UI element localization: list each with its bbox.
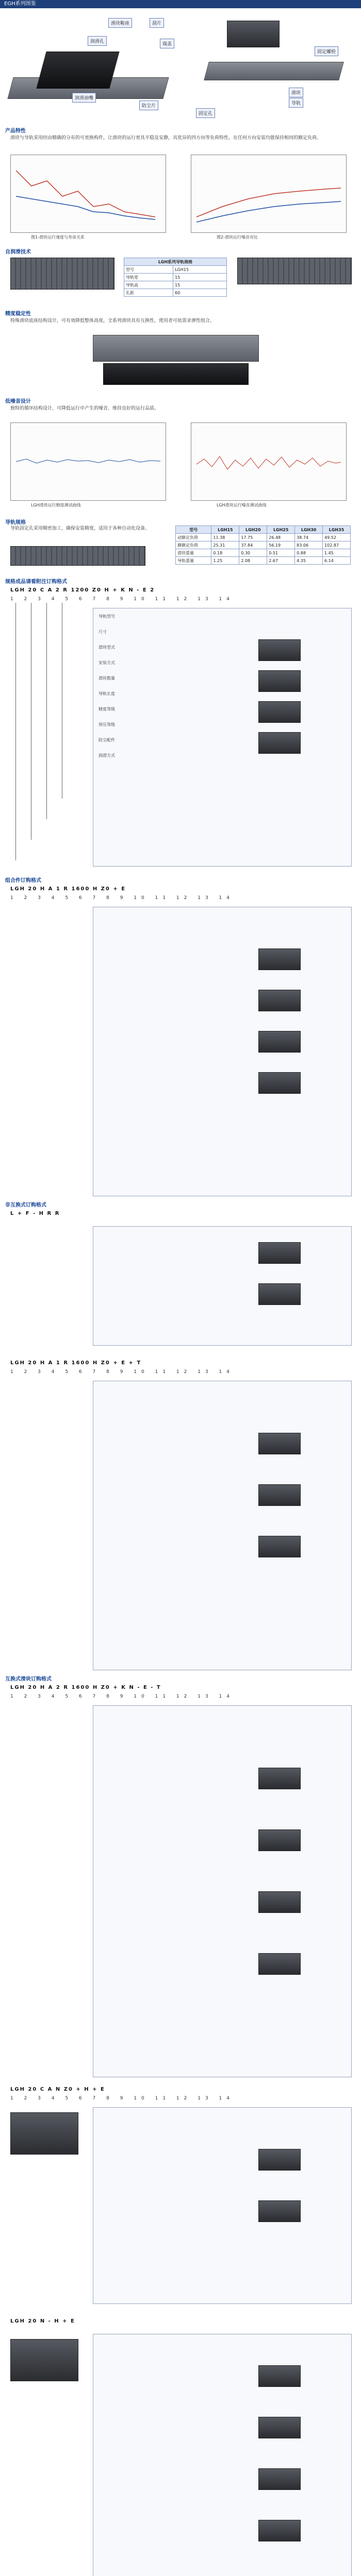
- spec-cell: 6.14: [323, 557, 351, 565]
- spec-cell: 静额定负荷: [176, 541, 211, 549]
- block-photo: [10, 2112, 78, 2155]
- end-cap-image: [227, 21, 280, 47]
- option-image: [258, 1484, 301, 1506]
- option-image: [258, 948, 301, 970]
- chart-2-caption: 图2-滑块运行噪音对比: [217, 235, 258, 240]
- lub-cell: 15: [173, 281, 227, 289]
- section-features: 产品特性: [5, 128, 26, 134]
- chart-2: [191, 155, 347, 233]
- option-image: [258, 990, 301, 1011]
- spec-cell: 49.52: [323, 534, 351, 541]
- spec-cell: 0.51: [267, 549, 295, 557]
- option-image: [258, 1829, 301, 1851]
- option-row: 安装方式: [99, 660, 115, 665]
- options-box-4: [93, 1381, 352, 1670]
- chart-2-svg: [191, 155, 346, 232]
- order-code-5: LGH 20 H A 2 R 1600 H Z0 + K N - E - T: [10, 1685, 161, 1690]
- spec-cell: 38.74: [295, 534, 323, 541]
- option-image: [258, 1891, 301, 1913]
- spec-cell: 导轨重量: [176, 557, 211, 565]
- section-order-1: 规格成品请看附注订购格式: [5, 579, 67, 585]
- lub-table-header: LGH系列导轨规格: [124, 258, 227, 266]
- page-header: [0, 0, 361, 8]
- connector-line: [15, 603, 16, 860]
- paragraph-2: 特殊滑块底座结构设计，可有效降低整体高度，全系列滑块具有互换性，使用者可依需求弹性组合。: [10, 318, 215, 324]
- order-code-1: LGH 20 C A 2 R 1200 Z0 H + K N - E 2: [10, 587, 155, 593]
- order-numbers-6: 1 2 3 4 5 6 7 8 9 10 11 12 13 14: [10, 2096, 234, 2101]
- block-photo: [10, 2339, 78, 2381]
- spec-header: LGH35: [323, 526, 351, 534]
- option-image: [258, 1953, 301, 1975]
- connector-line: [46, 603, 47, 819]
- options-box-7: [93, 2334, 352, 2576]
- option-row: 润滑方式: [99, 753, 115, 758]
- callout-5: 润滑油嘴: [72, 93, 96, 103]
- option-row: 防尘配件: [99, 738, 115, 742]
- options-box-2: [93, 907, 352, 1196]
- section-rail-info: 导轨规格: [5, 520, 26, 526]
- option-row: 精度等级: [99, 707, 115, 711]
- exploded-diagram: [10, 15, 351, 118]
- order-numbers-5: 1 2 3 4 5 6 7 8 9 10 11 12 13 14: [10, 1694, 234, 1699]
- option-row: 预压等级: [99, 722, 115, 727]
- section-quiet: 低噪音设计: [5, 399, 31, 404]
- option-image: [258, 1768, 301, 1789]
- lub-cell: 孔距: [124, 289, 173, 297]
- option-image: [258, 1031, 301, 1053]
- option-image: [258, 1433, 301, 1454]
- option-image: [258, 1536, 301, 1557]
- lub-cell: 15: [173, 274, 227, 281]
- spec-cell: 0.18: [211, 549, 239, 557]
- option-row: 导轨长度: [99, 691, 115, 696]
- callout-9: 导轨: [289, 98, 303, 108]
- spec-cell: 56.19: [267, 541, 295, 549]
- option-image: [258, 701, 301, 723]
- callout-6: 防尘片: [139, 100, 158, 110]
- lub-cell: 导轨宽: [124, 274, 173, 281]
- order-code-3: L + F - H R R: [10, 1211, 60, 1216]
- chart-1: [10, 155, 166, 233]
- section-order-2: 组合件订购格式: [5, 878, 41, 884]
- spec-header: LGH30: [295, 526, 323, 534]
- option-row: 尺寸: [99, 630, 107, 634]
- chart-4: [191, 422, 347, 501]
- spec-cell: 动额定负荷: [176, 534, 211, 541]
- callout-1: 滑块鞍座: [108, 18, 132, 28]
- chart-1-svg: [11, 155, 166, 232]
- order-numbers-4: 1 2 3 4 5 6 7 8 9 10 11 12 13 14: [10, 1369, 234, 1375]
- paragraph-3: 独特的循环结构设计，可降低运行中产生的噪音，维持良好的运行品质。: [10, 406, 159, 411]
- lub-cell: LGH15: [173, 266, 227, 274]
- page-title: EGH系列图鉴: [4, 1, 36, 7]
- option-image: [258, 2417, 301, 2438]
- spec-header: LGH25: [267, 526, 295, 534]
- spec-header: 型号: [176, 526, 211, 534]
- lub-cell: 型号: [124, 266, 173, 274]
- callout-7: 固定孔: [196, 108, 215, 118]
- block-top-image: [103, 363, 249, 385]
- rail-spec-image: [10, 546, 145, 566]
- section-precision: 精度稳定性: [5, 311, 31, 317]
- chain-image: [10, 258, 114, 290]
- option-row: 滑块数量: [99, 676, 115, 681]
- option-image: [258, 2365, 301, 2387]
- option-image: [258, 732, 301, 754]
- chart-4-svg: [191, 423, 346, 500]
- chart-3-svg: [11, 423, 166, 500]
- block-image: [36, 52, 119, 89]
- order-code-2: LGH 20 H A 1 R 1600 H Z0 + E: [10, 886, 126, 892]
- spec-cell: 26.48: [267, 534, 295, 541]
- option-row: 导轨型号: [99, 614, 115, 619]
- paragraph-4: 导轨固定孔采用精密加工，确保安装精度，适用于各种自动化设备。: [10, 526, 150, 531]
- chart-4-caption: LGH滑块运行噪音测试曲线: [217, 503, 267, 507]
- option-image: [258, 1242, 301, 1264]
- lub-cell: 60: [173, 289, 227, 297]
- spec-cell: 1.25: [211, 557, 239, 565]
- options-box-1: [93, 608, 352, 867]
- lub-cell: 导轨高: [124, 281, 173, 289]
- spec-cell: 0.30: [239, 549, 267, 557]
- options-box-5: [93, 1705, 352, 2077]
- spec-table: [175, 526, 351, 565]
- chart-3: [10, 422, 166, 501]
- cross-section-image: [93, 335, 259, 362]
- spec-cell: 0.88: [295, 549, 323, 557]
- callout-4: 端盖: [160, 39, 174, 48]
- option-image: [258, 2468, 301, 2490]
- options-box-6: [93, 2107, 352, 2304]
- spec-cell: 11.38: [211, 534, 239, 541]
- spec-cell: 2.67: [267, 557, 295, 565]
- spec-cell: 102.87: [323, 541, 351, 549]
- option-image: [258, 2520, 301, 2541]
- rail-right-image: [204, 62, 344, 80]
- option-image: [258, 2149, 301, 2171]
- order-numbers-1: 1 2 3 4 5 6 7 8 9 10 11 12 13 14: [10, 597, 234, 602]
- spec-header: LGH15: [211, 526, 239, 534]
- callout-3: 润滑孔: [88, 36, 107, 46]
- section-lubrication: 自润滑技术: [5, 249, 31, 255]
- option-image: [258, 1072, 301, 1094]
- option-image: [258, 670, 301, 692]
- spec-cell: 37.84: [239, 541, 267, 549]
- order-code-4: LGH 20 H A 1 R 1600 H Z0 + E + T: [10, 1360, 142, 1366]
- spec-cell: 2.08: [239, 557, 267, 565]
- section-order-4: 互换式滑块订购格式: [5, 1676, 52, 1682]
- callout-8: 滑块: [289, 88, 303, 97]
- option-image: [258, 1283, 301, 1305]
- option-image: [258, 639, 301, 661]
- callout-2: 刮片: [150, 18, 164, 28]
- lubrication-table: [124, 258, 227, 297]
- order-numbers-2: 1 2 3 4 5 6 7 8 9 10 11 12 13 14: [10, 895, 234, 901]
- spec-cell: 17.75: [239, 534, 267, 541]
- spec-cell: 25.31: [211, 541, 239, 549]
- spec-cell: 滑块重量: [176, 549, 211, 557]
- order-code-7: LGH 20 N - H + E: [10, 2318, 75, 2324]
- paragraph-1: 滑块与导轨采用经由精确的分布的可更换构件，让滑块的运行更具平稳及安静，具优异的四方向等负荷特性，在任何方向安装均能保持相同的额定负荷。: [10, 135, 322, 141]
- spec-cell: 4.35: [295, 557, 323, 565]
- section-order-3: 非互换式订购格式: [5, 1202, 46, 1208]
- option-row: 滑块型式: [99, 645, 115, 650]
- callout-10: 固定螺栓: [315, 46, 338, 56]
- spec-cell: 1.45: [323, 549, 351, 557]
- spec-cell: 83.06: [295, 541, 323, 549]
- chart-3-caption: LGH滑块运行精度测试曲线: [31, 503, 81, 507]
- spec-header: LGH20: [239, 526, 267, 534]
- order-code-6: LGH 20 C A N Z0 + H + E: [10, 2087, 105, 2092]
- option-image: [258, 2200, 301, 2222]
- balls-image: [237, 258, 352, 284]
- options-box-3: [93, 1226, 352, 1346]
- chart-1-caption: 图1-滑块运行速度与寿命关系: [31, 235, 85, 240]
